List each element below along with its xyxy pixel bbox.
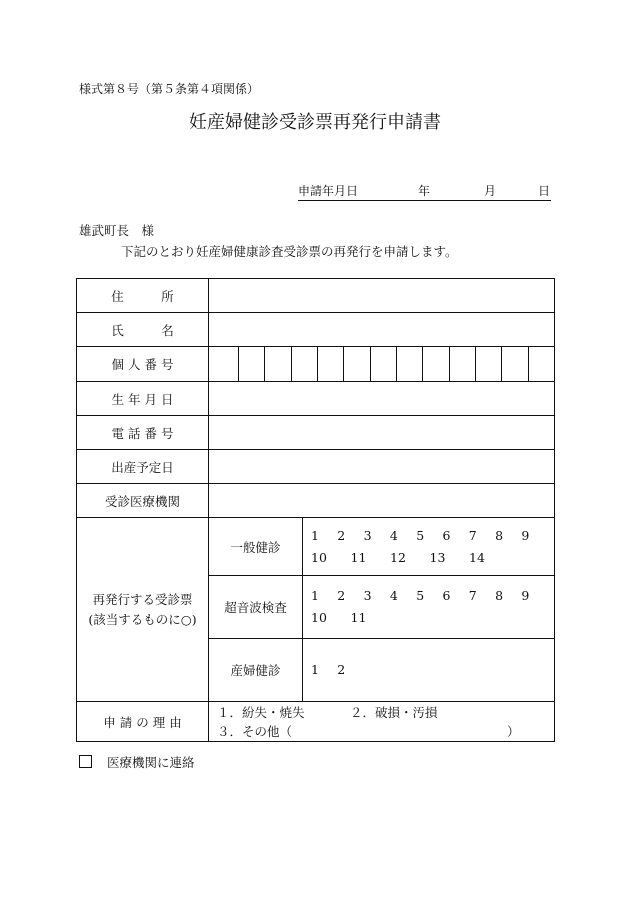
name-field[interactable]	[209, 313, 555, 347]
clinic-row	[77, 484, 555, 518]
contact-clinic-checkbox[interactable]	[79, 755, 92, 768]
address-row	[77, 279, 555, 313]
ticket-number[interactable]: 13	[429, 549, 446, 565]
ticket-numbers-postpartum[interactable]	[303, 639, 555, 702]
name-row	[77, 313, 555, 347]
personal-number-digit-box[interactable]	[370, 347, 396, 381]
ticket-number[interactable]: 1	[311, 662, 319, 677]
personal-number-row	[77, 347, 555, 382]
contact-clinic-label: 医療機関に連絡	[107, 755, 195, 770]
date-label: 申請年月日	[298, 184, 359, 198]
personal-number-digit-box[interactable]	[291, 347, 317, 381]
ticket-numbers-ultrasound[interactable]	[303, 576, 555, 639]
ticket-number[interactable]: 8	[495, 527, 504, 543]
phone-row	[77, 416, 555, 450]
personal-number-digit-box[interactable]	[422, 347, 448, 381]
ticket-number[interactable]: 7	[468, 527, 477, 543]
date-year-unit: 年	[418, 184, 431, 198]
ticket-number[interactable]: 9	[521, 527, 530, 543]
date-day-unit: 日	[538, 184, 551, 198]
ticket-number[interactable]: 4	[389, 588, 398, 603]
name-label: 氏 名	[77, 313, 209, 347]
ticket-number[interactable]: 5	[416, 588, 425, 603]
ticket-number[interactable]: 5	[416, 527, 425, 543]
contact-clinic-checkbox-row	[79, 753, 195, 771]
ticket-label-postpartum: 産婦健診	[209, 639, 303, 702]
reason-row	[77, 702, 555, 742]
ticket-number[interactable]: 14	[469, 549, 485, 565]
reason-field	[209, 702, 555, 742]
due-date-label: 出産予定日	[77, 450, 209, 484]
personal-number-digit-box[interactable]	[501, 347, 527, 381]
ticket-number[interactable]: 11	[350, 549, 367, 565]
application-form-table	[76, 278, 555, 742]
addressee: 雄武町長 様	[79, 223, 155, 238]
clinic-field[interactable]	[209, 484, 555, 518]
document-title: 妊産婦健診受診票再発行申請書	[189, 112, 441, 133]
birthdate-row	[77, 382, 555, 416]
reason-option-lost[interactable]: １．紛失・焼失	[217, 704, 305, 720]
ticket-number[interactable]: 3	[363, 588, 372, 603]
personal-number-digit-box[interactable]	[396, 347, 422, 381]
personal-number-field	[209, 347, 555, 382]
birthdate-field[interactable]	[209, 382, 555, 416]
personal-number-digit-box[interactable]	[449, 347, 475, 381]
personal-number-digit-box[interactable]	[343, 347, 369, 381]
ticket-number[interactable]: 12	[390, 549, 406, 565]
ticket-number[interactable]: 7	[468, 588, 477, 603]
date-month-unit: 月	[484, 184, 497, 198]
reason-label: 申 請 の 理 由	[77, 702, 209, 742]
phone-label: 電 話 番 号	[77, 416, 209, 450]
ticket-number[interactable]: 11	[350, 610, 367, 625]
address-label: 住 所	[77, 279, 209, 313]
due-date-field[interactable]	[209, 450, 555, 484]
ticket-number[interactable]: 8	[495, 588, 504, 603]
ticket-number[interactable]: 1	[311, 527, 319, 543]
reason-option-damaged[interactable]: ２．破損・汚損	[350, 704, 438, 720]
reissue-label	[77, 518, 209, 702]
ticket-number[interactable]: 10	[311, 549, 327, 565]
ticket-label-general: 一般健診	[209, 518, 303, 576]
reason-option-other[interactable]: ３．その他（	[217, 723, 293, 739]
form-number: 様式第８号（第５条第４項関係）	[79, 82, 260, 96]
application-date-line	[298, 182, 551, 201]
ticket-number[interactable]: 2	[337, 662, 346, 677]
ticket-number[interactable]: 6	[442, 588, 451, 603]
personal-number-label: 個 人 番 号	[77, 347, 209, 382]
address-field[interactable]	[209, 279, 555, 313]
ticket-number[interactable]: 10	[311, 610, 327, 625]
ticket-number[interactable]: 2	[337, 588, 346, 603]
personal-number-digit-box[interactable]	[238, 347, 264, 381]
personal-number-digit-box[interactable]	[317, 347, 343, 381]
phone-field[interactable]	[209, 416, 555, 450]
reissue-label-line1: 再発行する受診票	[92, 591, 193, 607]
ticket-number[interactable]: 1	[311, 588, 319, 603]
personal-number-spacer	[209, 347, 238, 381]
ticket-number[interactable]: 9	[521, 588, 530, 603]
reissue-label-line2: (該当するものに○)	[88, 611, 197, 627]
ticket-number[interactable]: 4	[389, 527, 398, 543]
ticket-numbers-general[interactable]	[303, 518, 555, 576]
personal-number-digit-box[interactable]	[528, 347, 554, 381]
birthdate-label: 生 年 月 日	[77, 382, 209, 416]
lead-text: 下記のとおり妊産婦健康診査受診票の再発行を申請します。	[121, 244, 458, 259]
personal-number-digit-box[interactable]	[475, 347, 501, 381]
ticket-number[interactable]: 2	[337, 527, 346, 543]
ticket-number[interactable]: 6	[442, 527, 451, 543]
due-date-row	[77, 450, 555, 484]
ticket-label-ultrasound: 超音波検査	[209, 576, 303, 639]
ticket-row-general	[77, 518, 555, 576]
personal-number-digit-box[interactable]	[264, 347, 290, 381]
reason-option-other-close: ）	[507, 723, 520, 739]
ticket-number[interactable]: 3	[363, 527, 372, 543]
clinic-label: 受診医療機関	[77, 484, 209, 518]
